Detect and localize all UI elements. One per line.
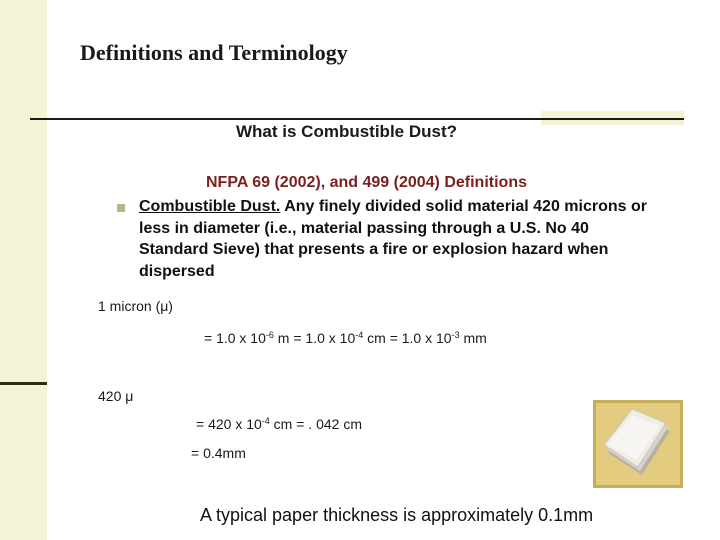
size-label: 420 μ <box>98 388 134 404</box>
micron-conversion: = 1.0 x $10^{-6}$ m = 1.0 x $10^{-4}$ cm = 1.0 x $10^{-3}$ mm <box>204 330 487 346</box>
paper-sheets-icon <box>596 403 680 485</box>
micron-label: 1 micron (μ) <box>98 298 173 314</box>
closing-statement: A typical paper thickness is approximately 0.1mm <box>200 505 594 525</box>
left-accent-divider <box>0 382 47 385</box>
size-conversion: = 420 x $10^{-4}$ cm = . 042 cm <box>196 416 362 432</box>
definition-term: Combustible Dust. <box>139 198 281 215</box>
square-bullet-icon <box>117 204 125 212</box>
paper-stack-image <box>593 400 683 488</box>
slide-subtitle: What is Combustible Dust? <box>236 122 457 141</box>
left-accent-band <box>0 0 47 540</box>
nfpa-heading: NFPA 69 (2002), and 499 (2004) Definitions <box>206 174 527 191</box>
definition-paragraph <box>139 196 659 282</box>
slide-title: Definitions and Terminology <box>80 40 348 65</box>
title-divider <box>30 118 684 120</box>
definition-text: Any finely divided solid material 420 microns or less in diameter (i.e., material passing through a U.S. No 40 Standard Sieve) that presents a fire or explosion hazard when dispersed <box>139 198 647 280</box>
size-mm: = 0.4mm <box>191 445 246 461</box>
